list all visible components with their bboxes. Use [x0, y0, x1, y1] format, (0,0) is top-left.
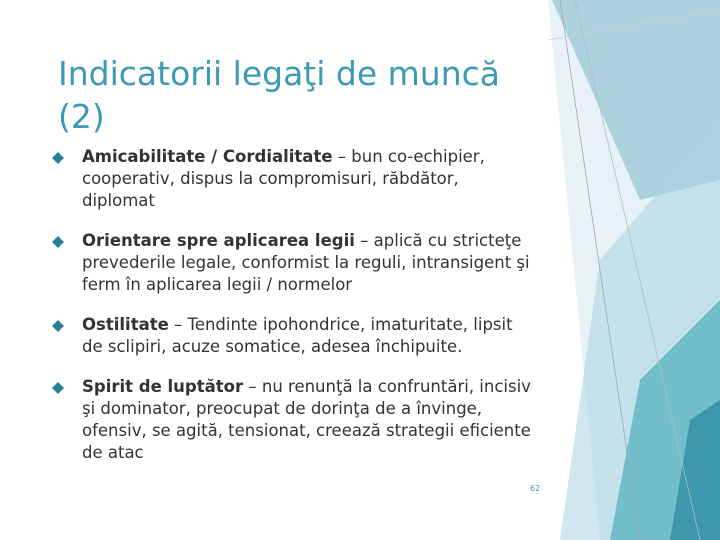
- title-line-2: (2): [58, 97, 105, 136]
- bullet-term: Orientare spre aplicarea legii: [82, 231, 355, 250]
- bullet-item: [52, 146, 532, 212]
- bullet-text: – Tendinte ipohondrice, imaturitate, lipsit de sclipiri, acuze somatice, adesea închipuite.: [82, 315, 513, 356]
- diamond-bullet-icon: [52, 236, 64, 248]
- diamond-bullet-icon: [52, 320, 64, 332]
- diamond-bullet-icon: [52, 152, 64, 164]
- bullet-list: [52, 146, 532, 482]
- title-line-1: Indicatorii legaţi de muncă: [58, 54, 500, 93]
- bullet-term: Spirit de luptător: [82, 377, 244, 396]
- bullet-text: – nu renunţă la confruntări, incisiv şi dominator, preocupat de dorinţa de a învinge, ofensiv, se agită, tensionat, creează strategii eficiente de atac: [82, 377, 531, 462]
- bullet-term: Ostilitate: [82, 315, 169, 334]
- bullet-item: [52, 230, 532, 296]
- bullet-item: [52, 314, 532, 358]
- bullet-text: – aplică cu stricteţe prevederile legale, conformist la reguli, intransigent şi ferm în aplicarea legii / normelor: [82, 231, 530, 294]
- bullet-term: Amicabilitate / Cordialitate: [82, 147, 333, 166]
- slide-title: [58, 52, 538, 138]
- bullet-text: – bun co-echipier, cooperativ, dispus la compromisuri, răbdător, diplomat: [82, 147, 485, 210]
- page-number: 62: [530, 484, 541, 493]
- bullet-item: [52, 376, 532, 464]
- diamond-bullet-icon: [52, 382, 64, 394]
